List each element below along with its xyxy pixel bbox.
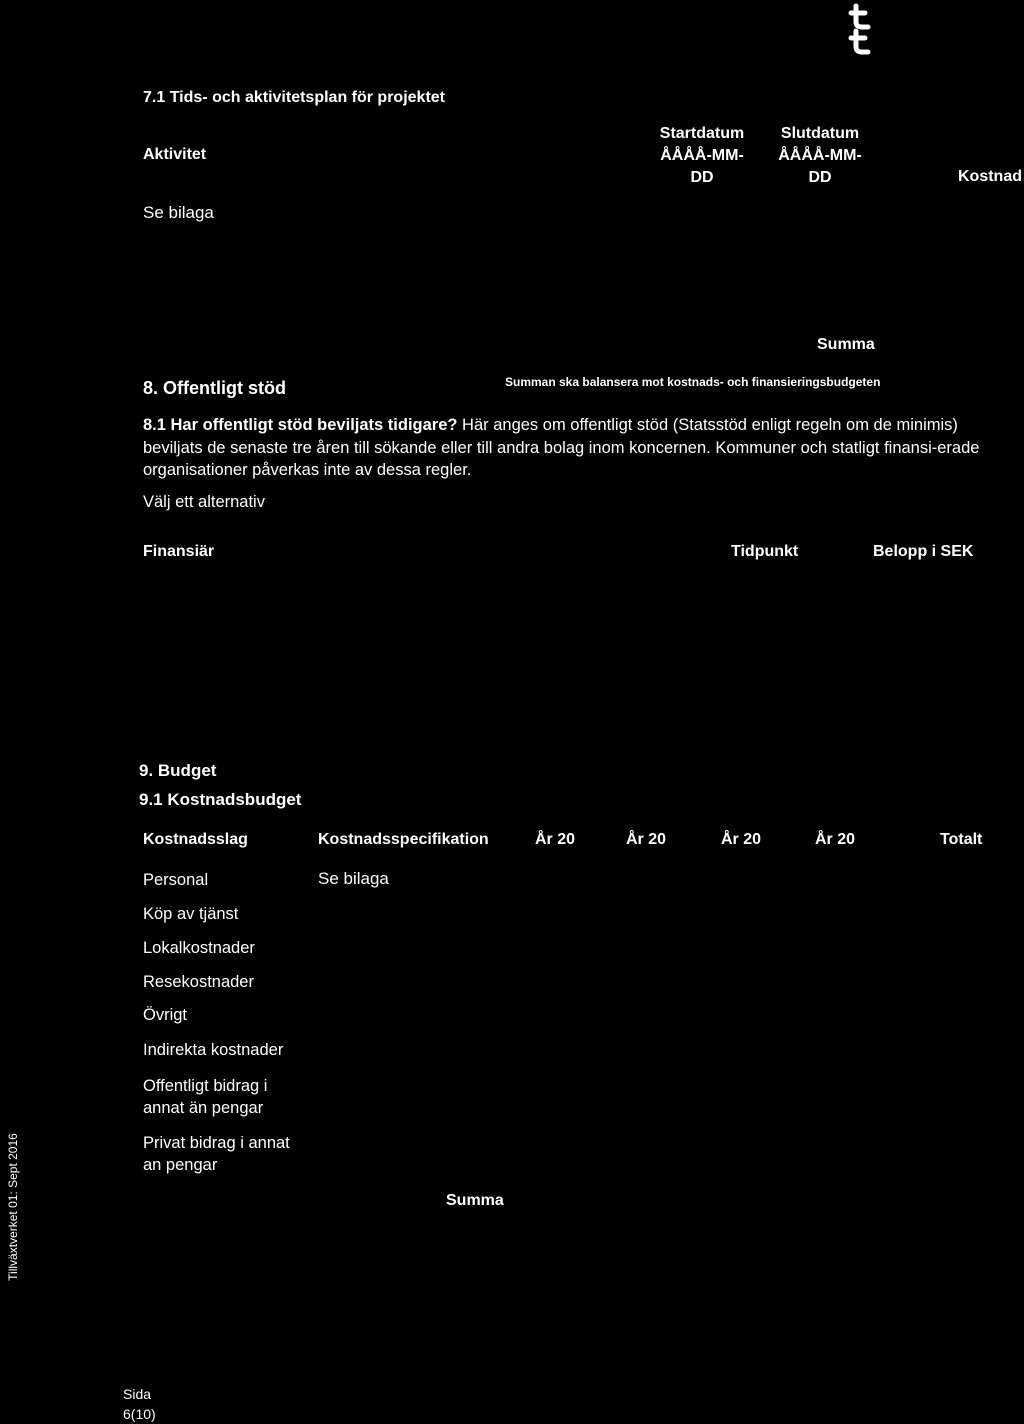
year-1-column-header: År 20 xyxy=(535,831,576,848)
year-3-column-header: År 20 xyxy=(721,831,762,848)
balance-note: Summan ska balansera mot kostnads- och finansieringsbudgeten xyxy=(505,375,881,389)
page-number: 6(10) xyxy=(123,1406,156,1422)
section-8-heading: 8. Offentligt stöd xyxy=(143,378,286,398)
end-date-header-line2: ÅÅÅÅ-MM- xyxy=(778,147,862,164)
budget-sum-label: Summa xyxy=(446,1192,504,1209)
year-4-column-header: År 20 xyxy=(815,831,856,848)
cost-row-personal: Personal xyxy=(143,871,209,889)
start-date-header-line2: ÅÅÅÅ-MM- xyxy=(660,147,744,164)
activity-column-header: Aktivitet xyxy=(143,146,207,163)
page-indicator xyxy=(123,1384,156,1424)
start-date-header-line3: DD xyxy=(690,169,714,186)
cost-row-private-in-kind xyxy=(143,1132,290,1176)
cost-row-private-in-kind-line1: Privat bidrag i annat xyxy=(143,1134,290,1152)
amount-column-header: Belopp i SEK xyxy=(873,543,974,560)
cost-row-private-in-kind-line2: an pengar xyxy=(143,1156,218,1174)
cost-row-premises: Lokalkostnader xyxy=(143,939,255,957)
agency-logo-icon xyxy=(842,0,882,60)
public-support-question xyxy=(143,414,991,482)
start-date-header-line1: Startdatum xyxy=(659,125,745,142)
public-support-question-text: Här anges om offentligt stöd (Statsstöd enligt regeln om de minimis) beviljats de senaste tre åren till sökande eller till andra bolag inom koncernen. Kommuner och statligt finansi-erade organisationer påverkas inte av dessa regler. xyxy=(143,416,980,479)
time-column-header: Tidpunkt xyxy=(731,543,799,560)
cost-spec-column-header: Kostnadsspecifikation xyxy=(318,831,489,848)
cost-budget-subheading: 9.1 Kostnadsbudget xyxy=(139,790,302,809)
cost-row-other: Övrigt xyxy=(143,1006,188,1024)
cost-row-public-in-kind-line1: Offentligt bidrag i xyxy=(143,1077,268,1095)
section-9-heading: 9. Budget xyxy=(139,761,217,780)
start-date-column-header xyxy=(652,123,752,189)
cost-row-purchased-services: Köp av tjänst xyxy=(143,905,239,923)
cost-column-header: Kostnad xyxy=(958,168,1022,185)
end-date-column-header xyxy=(770,123,870,189)
cost-row-indirect: Indirekta kostnader xyxy=(143,1041,284,1059)
financier-column-header: Finansiär xyxy=(143,543,215,560)
public-support-question-title: 8.1 Har offentligt stöd beviljats tidigare? xyxy=(143,416,458,434)
section-7-heading: 7.1 Tids- och aktivitetsplan för projektet xyxy=(143,89,445,106)
year-2-column-header: År 20 xyxy=(626,831,667,848)
form-version-text: Tillväxtverket 01: Sept 2016 xyxy=(6,1133,20,1281)
page-label: Sida xyxy=(123,1386,152,1402)
choose-alternative-dropdown[interactable]: Välj ett alternativ xyxy=(143,493,265,511)
end-date-header-line1: Slutdatum xyxy=(780,125,860,142)
total-column-header: Totalt xyxy=(940,831,983,848)
cost-spec-value: Se bilaga xyxy=(318,869,389,888)
end-date-header-line3: DD xyxy=(808,169,832,186)
cost-row-travel: Resekostnader xyxy=(143,973,254,991)
activity-row-value: Se bilaga xyxy=(143,203,214,222)
cost-row-public-in-kind xyxy=(143,1075,267,1119)
cost-type-column-header: Kostnadsslag xyxy=(143,831,248,848)
activity-sum-label: Summa xyxy=(817,336,875,353)
cost-row-public-in-kind-line2: annat än pengar xyxy=(143,1099,264,1117)
